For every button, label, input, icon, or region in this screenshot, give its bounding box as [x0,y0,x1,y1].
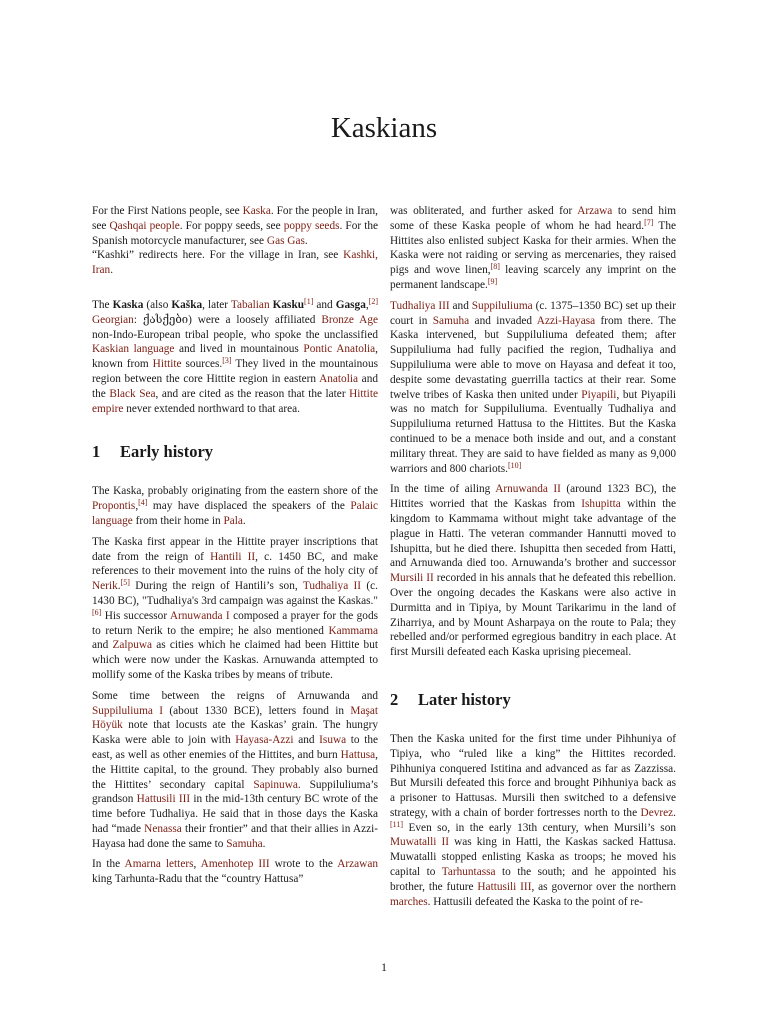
paragraph [92,535,378,683]
page-title: Kaskians [330,112,438,144]
text-run: “Kashki” redirects here. For the village in Iran, see [92,249,344,262]
link-hantili-ii[interactable]: Hantili II [210,550,256,563]
link-ishupitta[interactable]: Ishupitta [581,498,621,511]
link-isuwa[interactable]: Isuwa [319,734,347,747]
link-arzawan[interactable]: Arzawan [337,858,378,871]
link-sapinuwa[interactable]: Sapinuwa [253,778,298,791]
link-palaic-language[interactable]: Palaic language [92,500,378,527]
paragraph-continuation [390,204,676,293]
link-kaska[interactable]: Kaska [242,205,271,217]
link-tabalian[interactable]: Tabalian [230,298,270,311]
text-run: wrote to the [269,858,338,871]
link-samuha[interactable]: Samuha [432,314,470,327]
link-hattusa[interactable]: Hattusa [340,748,376,761]
text-run: His successor [101,609,170,622]
link-propontis[interactable]: Propontis [92,500,136,513]
citation-text: [9] [487,276,498,286]
text-run: Then the Kaska united for the first time under Pihhuniya of Tipiya, who “ruled like a king” the Hittites recorded. Pihhuniya conquered Istitina and advanced as far as Zazzissa. But Mursili defeated this force and brought Pihhuniya back as a prisoner to Hattusas. Mursili then switched to a defensive strategy, with a chain of border fortresses north to the [390,732,676,819]
text-run: and [313,298,336,311]
page-number: 1 [381,960,387,974]
text-run: In the [92,858,125,871]
text-run: and invaded [469,314,537,327]
citation[interactable] [304,297,313,306]
text-run: (c. 1430 BC), "Tudhaliya's 3rd campaign was against the Kaskas." [92,580,378,607]
citation-text: [11] [390,819,404,829]
text-run: , known from [92,343,378,371]
paragraph [92,689,378,852]
link-marches[interactable]: marches [390,895,428,908]
link-arnuwanda-i[interactable]: Arnuwanda I [169,609,230,622]
link-hittite-empire[interactable]: Hittite empire [92,387,378,415]
text-run: The Kaska, probably originating from the eastern shore of the [92,485,378,498]
text-run: Even so, in the early 13th century, when Mursili’s son [403,821,676,834]
link-poppy-seeds[interactable]: poppy seeds [283,219,340,232]
text-run: , as governor over the northern [531,880,676,893]
text-run: their frontier” and that their allies in Azzi-Hayasa had done the same to [92,822,378,850]
link-mursili-ii[interactable]: Mursili II [390,572,434,585]
link-kammama[interactable]: Kammama [328,624,378,637]
citation[interactable] [92,608,101,617]
link-amarna-letters[interactable]: Amarna letters [124,858,194,871]
link-bronze-age[interactable]: Bronze Age [321,313,378,326]
link-anatolia[interactable]: Anatolia [319,372,358,385]
citation[interactable] [121,578,130,587]
text-run: . Suppiluliuma’s grandson [92,778,378,806]
text-run: from their home in [132,514,224,527]
citation-text: [5] [120,578,130,588]
text-run: The [92,298,113,311]
text-run: . Hattusili defeated the Kaska to the point of re- [427,895,643,908]
citation[interactable] [488,277,497,286]
citation[interactable] [369,297,378,306]
link-pontic-anatolia[interactable]: Pontic Anatolia [303,343,376,356]
citation[interactable] [508,461,521,470]
text-run: Some time between the reigns of Arnuwanda and [92,689,378,702]
text-run: and lived in mountainous [174,343,304,356]
link-masat-hoyuk[interactable]: Maşat Höyük [92,704,379,732]
text-run: , c. 1450 BC, and make references to their movement into the ruins of the holy city of [92,550,378,578]
section-number: 1 [92,442,101,462]
text-run: from there. The Kaska intervened, but Suppiluliuma defeated them; after Suppiluliuma had fully pacified the region, Tudhaliya and Suppiluliuma were able to move on Hayasa and defeat it too, despite some devastating guerrilla tactics at their rear. Some twelve tribes of Kaska then united under [390,314,676,401]
text-run: , the Hittite capital, to the ground. They probably also burned the Hittites’ secondary capital [92,748,378,791]
text-run: king Tarhunta-Radu that the “country Hattusa” [92,873,304,886]
text-run: . [673,806,676,819]
text-run: , [135,500,139,513]
text-run: : ქასქები) were a loosely affiliated [133,313,322,326]
text-run: (about 1330 BCE), letters found in [163,704,351,717]
link-nenassa[interactable]: Nenassa [144,822,182,835]
link-qashqai-people[interactable]: Qashqai people [109,219,180,232]
link-kashki-iran[interactable]: Kashki, Iran [92,249,378,277]
text-run: For the First Nations people, see [92,205,243,217]
link-tudhaliya-iii[interactable]: Tudhaliya III [390,299,450,312]
text-run: may have displaced the speakers of the [147,500,351,513]
text-run: and [293,734,320,747]
citation[interactable] [390,820,403,829]
citation-text: [8] [490,262,500,272]
paragraph [92,857,378,887]
link-azzi-hayasa[interactable]: Azzi-Hayasa [536,314,596,327]
link-suppiluliuma[interactable]: Suppiluliuma [471,299,533,312]
text-run: within the kingdom to Kammama without might take advantage of the plague in Hatti. The veteran commander Hannutti moved to Ishupitta, but he died there. Ishupitta then seceded from Hatti, and Arnuwanda died too. Arnuwanda’s brother and successor [390,498,676,570]
text-run: never extended northward to that area. [123,402,300,415]
section-title: Early history [120,442,214,462]
paragraph [390,299,676,477]
link-hattusili-iii[interactable]: Hattusili III [136,793,191,806]
text-run: and [449,299,472,312]
text-run: (c. 1375–1350 BC) set up their court in [390,299,676,327]
bold-term: Kasku [272,298,305,311]
text-run: . For poppy seeds, see [179,219,284,232]
link-hittite[interactable]: Hittite [152,358,182,371]
text-run: in the mid-13th century BC wrote of the time before Tudhaliya. He said that in those days the Kaska had “made [92,793,378,835]
text-run: composed a prayer for the gods to return Nerik to the empire; he also mentioned [92,609,378,637]
text-run: recorded in his annals that he defeated this rebellion. Over the ongoing decades the Kaskans were also active in Durmitta and in Tipiya, by Mount Tarikarimu in the land of Ziharriya, and by Mount Asharpaya on the route to Pala; they rebelled and/or performed egregious banditry in each place. At first Mursili defeated each Kaska uprising piecemeal. [390,572,676,659]
text-run: and [92,639,113,652]
text-run: , but Piyapili was no match for Suppiluliuma. Eventually Tudhaliya and Suppiluliuma returned Hattusa to the Hittites. But the Kaska continued to be a menace both inside and out, and a constant military threat. They are said to have fielded as many as 9,000 warriors and 800 chariots. [390,388,676,475]
text-run: , and are cited as the reason that the later [155,387,350,400]
text-run: (also [143,298,172,311]
text-run: to the south; and he appointed his brother, the future [390,866,676,893]
bold-term: Gasga [335,298,366,311]
text-run: as cities which he claimed had been Hittite but which were now under the Kaskas. Arnuwanda attempted to mollify some of the Kaska tribes by means of tribute. [92,639,378,681]
link-tarhuntassa[interactable]: Tarhuntassa [441,866,496,879]
citation-text: [7] [644,217,654,227]
paragraph [390,732,676,910]
link-samuha[interactable]: Samuha [226,837,263,850]
link-muwatalli-ii[interactable]: Muwatalli II [390,836,450,849]
text-run: , later [202,298,231,311]
link-black-sea[interactable]: Black Sea [109,387,156,400]
link-georgian[interactable]: Georgian [92,313,134,326]
text-run: . For the people in Iran, see [92,205,378,232]
link-pala[interactable]: Pala [223,514,243,527]
bold-term: Kaška [171,298,203,311]
text-run: to send him some of these Kaska people of whom he had heard. [390,205,676,232]
citation-text: [10] [507,460,522,470]
text-run: non-Indo-European tribal people, who spoke the unclassified [92,328,378,341]
left-column [92,204,378,893]
right-column [390,204,676,915]
link-zalpuwa[interactable]: Zalpuwa [112,639,153,652]
text-run: was obliterated, and further asked for [390,205,578,217]
link-arnuwanda-ii[interactable]: Arnuwanda II [495,483,561,496]
text-run: . [262,837,266,850]
text-run: During the reign of Hantili’s son, [129,580,303,593]
link-kaskian-language[interactable]: Kaskian language [92,343,175,356]
text-run: . For the Spanish motorcycle manufacturer, see [92,219,378,247]
link-piyapili[interactable]: Piyapili [581,388,617,401]
text-run: The Kaska first appear in the Hittite prayer inscriptions that date from the reign of [92,535,378,563]
text-run: sources. [181,358,223,371]
link-hayasa-azzi[interactable]: Hayasa-Azzi [235,734,294,747]
text-run: . [117,580,121,593]
link-hattusili-iii[interactable]: Hattusili III [477,880,532,893]
text-run: . [110,264,114,277]
text-run: (around 1323 BC), the Hittites worried that the Kaskas from [390,483,676,511]
paragraph [92,484,378,528]
citation-text: [2] [368,296,379,306]
link-arzawa[interactable]: Arzawa [577,205,613,217]
link-amenhotep-iii[interactable]: Amenhotep III [200,858,270,871]
text-run: . [242,514,246,527]
link-suppiluliuma-i[interactable]: Suppiluliuma I [92,704,164,717]
text-run: to the east, as well as other enemies of the Hittites, and burn [92,734,378,761]
paragraph [390,482,676,660]
text-run: , [365,298,369,311]
section-heading-later-history [390,690,676,710]
citation-text: [1] [304,296,314,306]
link-devrez[interactable]: Devrez [640,806,674,819]
text-run: They lived in the mountainous region between the core Hittite region in eastern [92,358,378,385]
hatnote [92,204,378,278]
section-number: 2 [390,689,399,709]
section-title: Later history [418,689,511,709]
citation-text: [3] [222,356,232,366]
text-run: and the [92,372,378,400]
citation-text: [4] [138,498,148,508]
bold-term: Kaska [112,298,144,311]
intro-paragraph [92,298,378,416]
citation[interactable] [491,262,500,271]
text-run: The Hittites also enlisted subject Kaska for their armies. When the Kaska were not raiding or serving as mercenaries, they raised pigs and wove linen, [390,219,676,277]
text-run: note that locusts ate the Kaskas’ grain. The hungry Kaska were able to join with [92,719,378,747]
citation-text: [6] [92,607,102,617]
text-run: , [193,858,201,871]
section-heading-early-history [92,442,378,462]
link-nerik[interactable]: Nerik [92,580,118,593]
text-run: leaving scarcely any imprint on the permanent landscape. [390,264,677,291]
text-run: In the time of ailing [390,483,496,496]
link-tudhaliya-ii[interactable]: Tudhaliya II [302,580,362,593]
text-run: was king in Hatti, the Kaskas sacked Hattusa. Muwatalli stopped enlisting Kaska as troops; he moved his capital to [390,836,676,879]
link-gas-gas[interactable]: Gas Gas [266,234,305,247]
text-run: . [304,234,308,247]
citation[interactable] [222,356,231,365]
